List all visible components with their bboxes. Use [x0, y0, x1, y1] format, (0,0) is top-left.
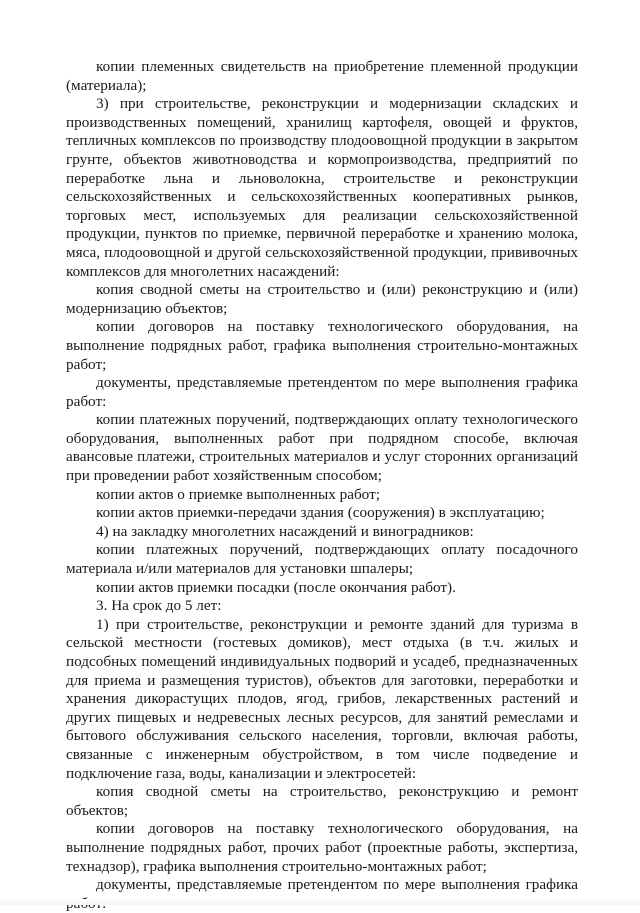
- paragraph-estimate-copy: копия сводной сметы на строительство и (или) реконструкцию и (или) модернизацию объектов;: [66, 281, 578, 317]
- paragraph-item-1-tourism: 1) при строительстве, реконструкции и ремонте зданий для туризма в сельской местности (гостевых домиков), мест отдыха (в т.ч. жилых и подсобных помещений индивидуальных подворий и усадеб, предназначенных для приема и размещения туристов), объектов для заготовки, переработки и хранения дикорастущих плодов, ягод, грибов, лекарственных растений и других пищевых и недревесных лесных ресурсов, для занятий ремеслами и бытового обслуживания сельского населения, торговли, включая работы, связанные с инженерным обустройством, в том числе подведение и подключение газа, воды, канализации и электросетей:: [66, 615, 578, 782]
- paragraph-documents-schedule: документы, представляемые претендентом по мере выполнения графика работ:: [66, 374, 578, 410]
- document-page: [66, 58, 578, 913]
- paragraph-planting-payments: копии платежных поручений, подтверждающих оплату посадочного материала и/или материалов для установки шпалеры;: [66, 541, 578, 578]
- paragraph-documents-schedule-2: документы, представляемые претендентом по мере выполнения графика: [96, 876, 578, 894]
- scan-bottom-edge: [0, 899, 640, 905]
- paragraph-contracts-copies: копии договоров на поставку технологического оборудования, на выполнение подрядных работ, графика выполнения строительно-монтажных работ;: [66, 318, 578, 373]
- paragraph-breeding-certificates: копии племенных свидетельств на приобретение племенной продукции (материала);: [66, 58, 578, 94]
- paragraph-item-3-construction: 3) при строительстве, реконструкции и модернизации складских и производственных помещений, хранилищ картофеля, овощей и фруктов, тепличных комплексов по производству плодоовощной продукции в закрытом грунте, объектов животноводства и кормопроизводства, предприятий по переработке льна и льноволокна, строительстве и реконструкции сельскохозяйственных и сельскохозяйственных кооперативных рынков, торговых мест, используемых для реализации сельскохозяйственной продукции, пунктов по приемке, первичной переработке и хранению молока, мяса, плодоовощной и другой сельскохозяйственной продукции, прививочных комплексов для многолетних насаждений:: [66, 95, 578, 280]
- paragraph-payment-orders: копии платежных поручений, подтверждающих оплату технологического оборудования, выполненных работ при подрядном способе, включая авансовые платежи, строительных материалов и услуг сторонних организаций при проведении работ хозяйственным способом;: [66, 411, 578, 485]
- paragraph-item-4-plantings: 4) на закладку многолетних насаждений и виноградников:: [96, 522, 474, 540]
- paragraph-acceptance-acts: копии актов о приемке выполненных работ;: [96, 485, 380, 503]
- paragraph-section-3-term: 3. На срок до 5 лет:: [96, 597, 222, 615]
- paragraph-transfer-acts: копии актов приемки-передачи здания (сооружения) в эксплуатацию;: [96, 504, 545, 522]
- paragraph-contracts-design: копии договоров на поставку технологического оборудования, на выполнение подрядных работ, прочих работ (проектные работы, экспертиза, технадзор), графика выполнения строительно-монтажных работ;: [66, 820, 578, 875]
- paragraph-planting-acceptance: копии актов приемки посадки (после окончания работ).: [96, 578, 456, 596]
- paragraph-estimate-repair: копия сводной сметы на строительство, реконструкцию и ремонт объектов;: [66, 783, 578, 819]
